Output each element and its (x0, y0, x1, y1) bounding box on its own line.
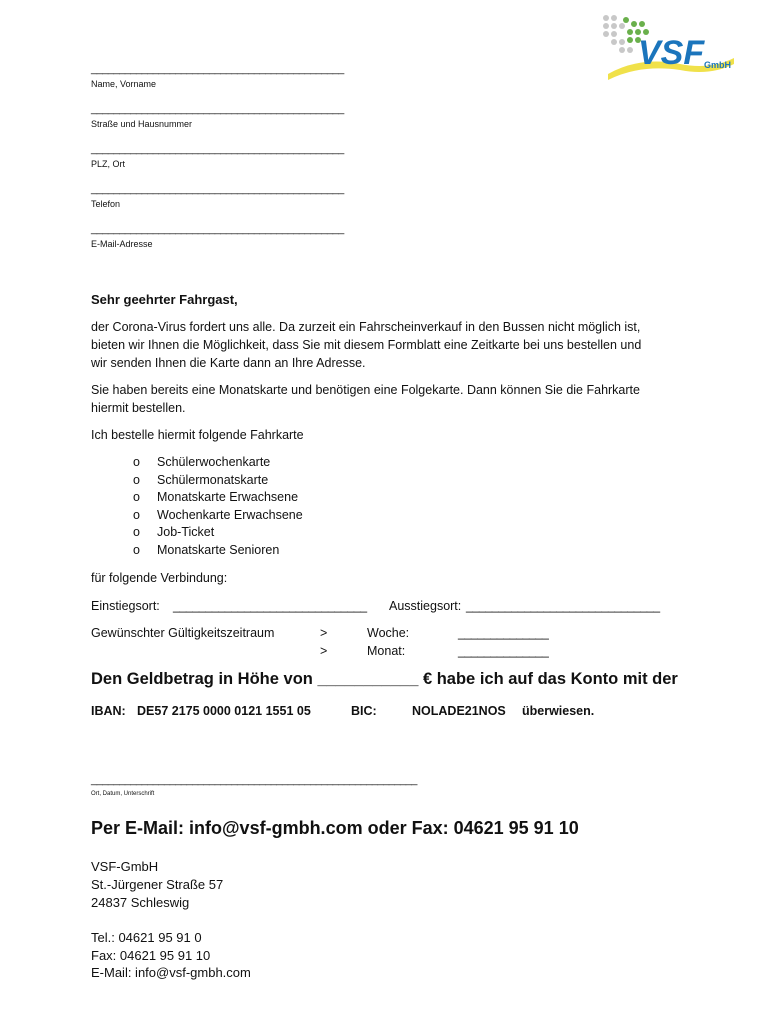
checkbox-marker[interactable]: o (133, 525, 140, 540)
street-field-label: Straße und Hausnummer (91, 119, 193, 129)
arrow-icon: > (320, 644, 328, 658)
city-field-label: PLZ, Ort (91, 159, 126, 169)
checkbox-marker[interactable]: o (133, 472, 140, 487)
ticket-label: Job-Ticket (157, 525, 215, 540)
contact-headline: Per E-Mail: info@vsf-gmbh.com oder Fax: 04621 95 91 10 (91, 818, 579, 838)
checkbox-marker[interactable]: o (133, 490, 140, 505)
ticket-label: Monatskarte Erwachsene (157, 490, 299, 505)
company-address (91, 858, 223, 912)
order-intro: Ich bestelle hiermit folgende Fahrkarte (91, 428, 304, 442)
week-input[interactable]: ______________ (458, 626, 549, 640)
bic-value: NOLADE21NOS (412, 704, 506, 718)
company-fax: Fax: 04621 95 91 10 (91, 947, 211, 963)
intro-line: wir senden Ihnen die Karte dann an Ihre Adresse. (91, 356, 366, 370)
followup-line: hiermit bestellen. (91, 401, 186, 415)
signature-line[interactable]: __________________________________________________________ (91, 774, 417, 786)
week-label: Woche: (367, 626, 410, 640)
company-phone: Tel.: 04621 95 91 0 (91, 930, 202, 945)
intro-paragraph (91, 318, 641, 372)
month-input[interactable]: ______________ (458, 644, 549, 658)
vsf-logo-graphic (600, 12, 740, 84)
company-street: St.-Jürgener Straße 57 (91, 877, 224, 892)
vsf-logo (600, 12, 740, 84)
validity-label: Gewünschter Gültigkeitszeitraum (91, 626, 275, 640)
iban-label: IBAN: (91, 704, 126, 718)
ticket-option[interactable] (133, 489, 303, 507)
name-field-label: Name, Vorname (91, 79, 157, 89)
ticket-label: Schülermonatskarte (157, 472, 269, 487)
phone-field-label: Telefon (91, 199, 121, 209)
name-field-line[interactable]: _____________________________________________ (91, 63, 344, 75)
intro-line: bieten wir Ihnen die Möglichkeit, dass Sie mit diesem Formblatt eine Zeitkarte bei uns bestellen und (91, 338, 642, 352)
ticket-option[interactable] (133, 454, 303, 472)
company-name: VSF-GmbH (91, 859, 159, 874)
contact-details (91, 929, 251, 982)
salutation: Sehr geehrter Fahrgast, (91, 292, 238, 307)
transferred-text: überwiesen. (522, 704, 595, 718)
logo-text: VSF (638, 34, 705, 72)
ticket-option[interactable] (133, 542, 303, 560)
company-city: 24837 Schleswig (91, 895, 190, 910)
checkbox-marker[interactable]: o (133, 542, 140, 557)
signature-label: Ort, Datum, Unterschrift (91, 791, 155, 797)
company-email[interactable]: E-Mail: info@vsf-gmbh.com (91, 965, 251, 980)
iban-value: DE57 2175 0000 0121 1551 05 (137, 704, 311, 718)
ticket-option[interactable] (133, 472, 303, 490)
followup-line: Sie haben bereits eine Monatskarte und benötigen eine Folgekarte. Dann können Sie die Fahrkarte (91, 383, 640, 397)
payment-statement: Den Geldbetrag in Höhe von ___________ € habe ich auf das Konto mit der (91, 670, 678, 688)
ticket-label: Monatskarte Senioren (157, 542, 280, 557)
alighting-input[interactable]: ______________________________ (466, 599, 660, 613)
phone-field-line[interactable]: _____________________________________________ (91, 183, 344, 195)
city-field-line[interactable]: _____________________________________________ (91, 143, 344, 155)
logo-suffix: GmbH (704, 60, 731, 70)
connection-label: für folgende Verbindung: (91, 571, 228, 585)
ticket-list (133, 454, 303, 560)
ticket-option[interactable] (133, 507, 303, 525)
bic-label: BIC: (351, 704, 377, 718)
month-label: Monat: (367, 644, 406, 658)
ticket-label: Schülerwochenkarte (157, 455, 271, 469)
boarding-input[interactable]: ______________________________ (173, 599, 367, 613)
ticket-label: Wochenkarte Erwachsene (157, 507, 303, 522)
email-field-line[interactable]: _____________________________________________ (91, 223, 344, 235)
boarding-label: Einstiegsort: (91, 599, 160, 613)
email-field-label: E-Mail-Adresse (91, 239, 153, 249)
checkbox-marker[interactable]: o (133, 455, 140, 469)
alighting-label: Ausstiegsort: (389, 599, 462, 613)
intro-line: der Corona-Virus fordert uns alle. Da zurzeit ein Fahrscheinverkauf in den Bussen nicht möglich ist, (91, 320, 641, 334)
arrow-icon: > (320, 626, 328, 640)
followup-paragraph (91, 381, 640, 417)
checkbox-marker[interactable]: o (133, 507, 140, 522)
ticket-option[interactable] (133, 524, 303, 542)
street-field-line[interactable]: _____________________________________________ (91, 103, 344, 115)
